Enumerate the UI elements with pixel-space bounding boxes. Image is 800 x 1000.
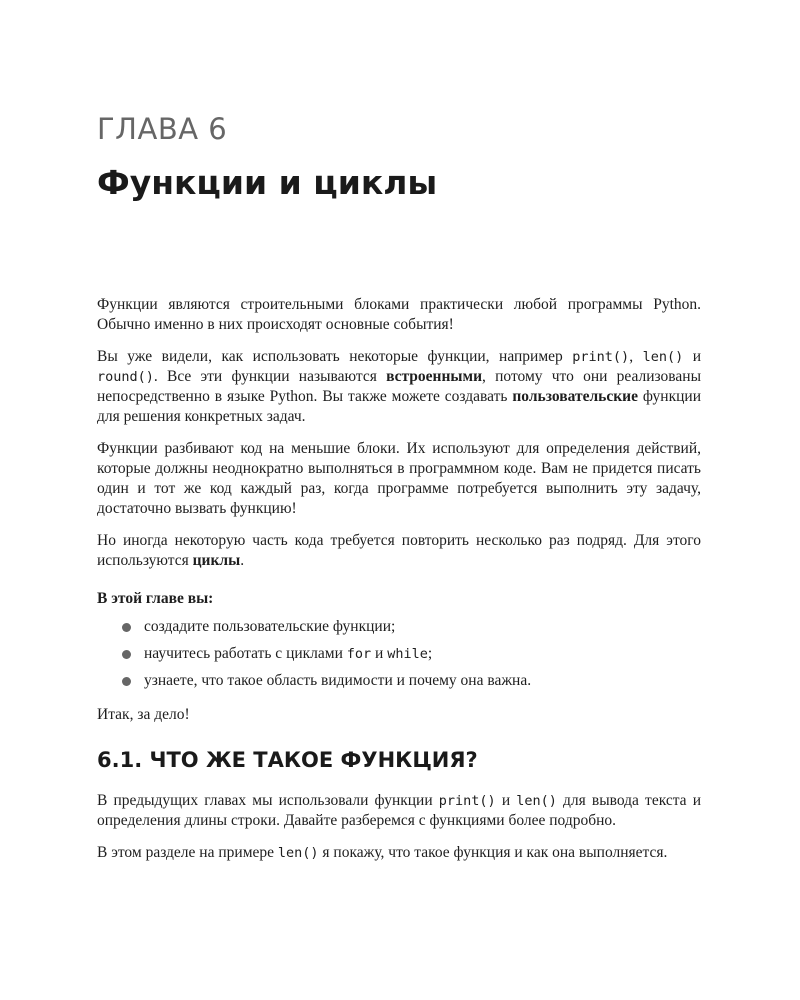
intro-text xyxy=(97,295,701,737)
list-item xyxy=(97,617,701,637)
section-paragraph-1 xyxy=(97,791,701,831)
text-run: Вы уже видели, как использовать некоторые функции, например xyxy=(97,348,573,365)
bullet-icon xyxy=(122,677,131,686)
code-print: print() xyxy=(572,349,630,365)
code-while: while xyxy=(387,646,428,662)
text-run: В этом разделе на примере xyxy=(97,844,278,861)
list-item xyxy=(97,644,701,664)
text-run: я покажу, что такое функция и как она выполняется. xyxy=(318,844,668,861)
text-run: для вывода текста и определения длины строки. Давайте разберемся с функциями более подробно. xyxy=(97,792,701,829)
text-run: узнаете, что такое область видимости и почему она важна. xyxy=(144,672,532,689)
chapter-label: ГЛАВА 6 xyxy=(97,112,228,146)
code-len: len() xyxy=(642,349,684,365)
chapter-goals-lead: В этой главе вы: xyxy=(97,590,214,607)
code-len: len() xyxy=(277,845,319,861)
code-for: for xyxy=(346,646,372,662)
text-run: создадите пользовательские функции; xyxy=(144,618,396,635)
text-run: . xyxy=(240,552,245,569)
term-loops: циклы xyxy=(192,552,241,569)
text-run: , потому что они реализованы непосредственно в языке Python. Вы также можете создавать xyxy=(97,368,701,405)
intro-paragraph-4 xyxy=(97,531,701,571)
text-run: и xyxy=(683,348,701,365)
intro-closing: Итак, за дело! xyxy=(97,706,190,723)
section-heading: 6.1. ЧТО ЖЕ ТАКОЕ ФУНКЦИЯ? xyxy=(97,748,478,772)
text-run: функции для решения конкретных задач. xyxy=(97,388,701,425)
code-len: len() xyxy=(516,793,557,809)
section-paragraph-2 xyxy=(97,843,701,863)
section-text xyxy=(97,791,701,875)
text-run: В предыдущих главах мы использовали функции xyxy=(97,792,439,809)
code-print: print() xyxy=(438,793,496,809)
text-run: научитесь работать с циклами xyxy=(144,645,347,662)
text-run: и xyxy=(371,645,388,662)
intro-paragraph-2 xyxy=(97,347,701,427)
intro-paragraph-3: Функции разбивают код на меньшие блоки. Их используют для определения действий, которые должны неоднократно выполняться в программном коде. Вам не придется писать один и тот же код каждый раз, когда программе потребуется выполнить эту задачу, достаточно вызвать функцию! xyxy=(97,440,701,517)
text-run: ; xyxy=(427,645,433,662)
text-run: . Все эти функции называются xyxy=(153,368,387,385)
chapter-goals-list xyxy=(97,617,701,691)
text-run: Но иногда некоторую часть кода требуется повторить несколько раз подряд. Для этого используются xyxy=(97,532,701,569)
chapter-title: Функции и циклы xyxy=(97,163,438,202)
text-run: и xyxy=(495,792,517,809)
list-item xyxy=(97,671,701,691)
code-round: round() xyxy=(97,369,154,385)
bullet-icon xyxy=(122,650,131,659)
term-builtin: встроенными xyxy=(386,368,483,385)
bullet-icon xyxy=(122,623,131,632)
text-run: , xyxy=(629,348,643,365)
term-user-defined: пользовательские xyxy=(512,388,638,405)
intro-paragraph-1: Функции являются строительными блоками практически любой программы Python. Обычно именно в них происходят основные события! xyxy=(97,296,701,333)
